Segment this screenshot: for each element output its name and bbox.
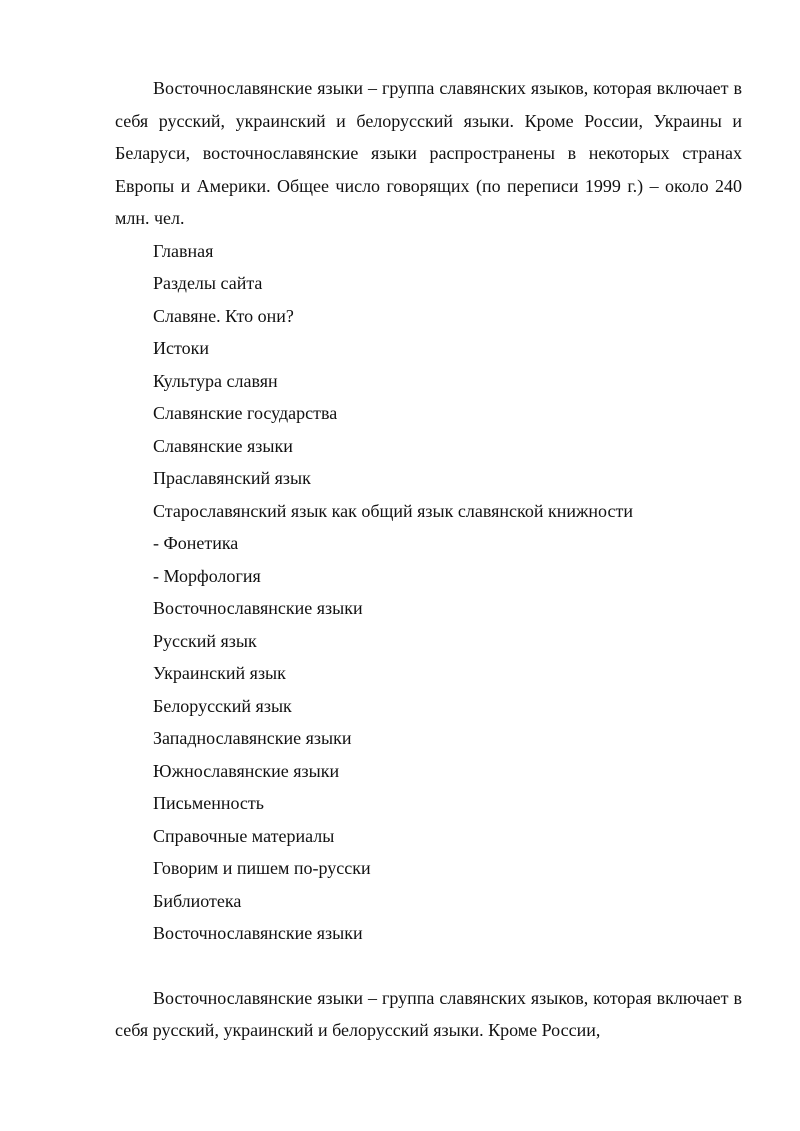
nav-item-west-slavic[interactable]: Западнославянские языки [153, 728, 352, 748]
nav-item-belarusian[interactable]: Белорусский язык [153, 695, 292, 716]
nav-item-origins[interactable]: Истоки [153, 338, 209, 358]
bottom-paragraph: Восточнославянские языки – группа славянских языков, которая включает в себя русский, украинский и белорусский языки. Кроме России, [115, 987, 742, 1040]
nav-item-home[interactable]: Главная [153, 240, 214, 261]
nav-item-russian[interactable]: Русский язык [153, 630, 257, 651]
nav-item-proto-slavic[interactable]: Праславянский язык [153, 468, 311, 488]
nav-item-library[interactable]: Библиотека [153, 890, 242, 911]
nav-item-south-slavic[interactable]: Южнославянские языки [153, 760, 340, 781]
nav-item-writing[interactable]: Письменность [153, 793, 264, 813]
nav-item-reference[interactable]: Справочные материалы [153, 825, 335, 846]
nav-item-slavic-languages[interactable]: Славянские языки [153, 435, 293, 456]
nav-item-ukrainian[interactable]: Украинский язык [153, 663, 286, 683]
nav-item-east-slavic[interactable]: Восточнославянские языки [153, 598, 363, 618]
nav-item-speak-write-russian[interactable]: Говорим и пишем по-русски [153, 858, 371, 878]
section-heading-east-slavic: Восточнославянские языки [153, 923, 363, 943]
intro-paragraph: Восточнославянские языки – группа славянских языков, которая включает в себя русский, украинский и белорусский языки. Кроме России, Украины и Беларуси, восточнославянские языки распространены в некоторых странах Европы и Америки. Общее число говорящих (по переписи 1999 г.) – около 240 млн. чел. [115, 78, 742, 228]
nav-item-slavic-culture[interactable]: Культура славян [153, 370, 278, 391]
nav-item-slavic-states[interactable]: Славянские государства [153, 403, 338, 423]
nav-item-slavs-who[interactable]: Славяне. Кто они? [153, 305, 294, 326]
nav-item-old-church-slavonic[interactable]: Старославянский язык как общий язык славянской книжности [153, 500, 633, 521]
document-page [115, 72, 742, 1047]
nav-item-phonetics[interactable]: - Фонетика [153, 533, 239, 553]
site-navigation-list [115, 235, 742, 950]
nav-item-site-sections[interactable]: Разделы сайта [153, 273, 263, 293]
nav-item-morphology[interactable]: - Морфология [153, 565, 261, 586]
